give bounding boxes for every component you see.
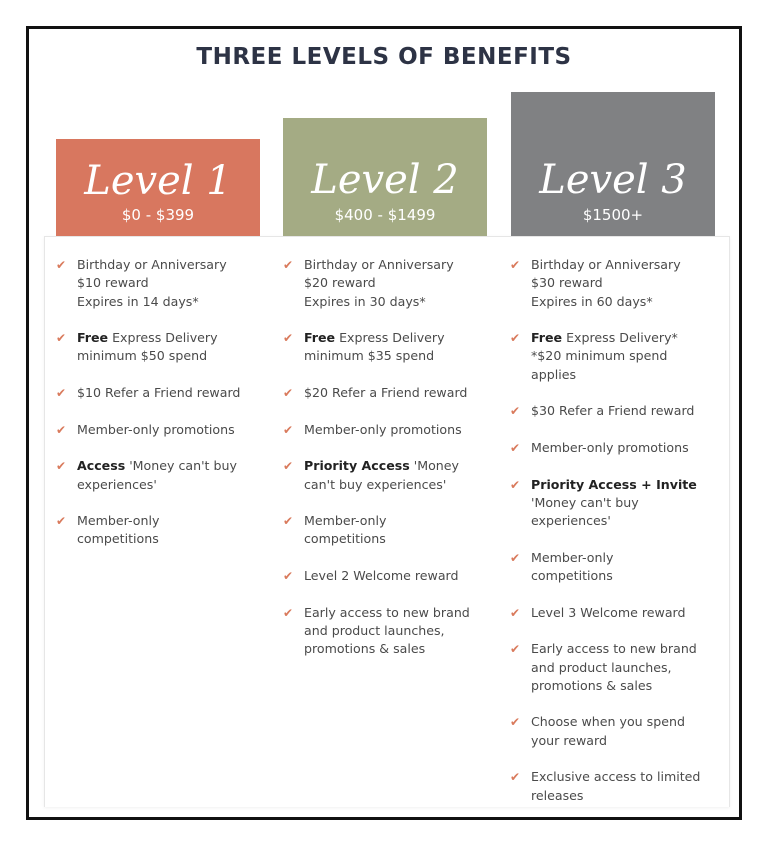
benefit-item <box>283 421 483 439</box>
checkmark-icon: ✔ <box>510 550 521 565</box>
benefit-item <box>510 329 710 384</box>
benefit-line: competitions <box>531 568 613 584</box>
benefit-item <box>283 512 483 549</box>
benefit-line <box>304 457 483 475</box>
level-3-range: $1500+ <box>582 206 644 224</box>
checkmark-icon: ✔ <box>283 331 294 346</box>
benefit-line <box>77 457 256 475</box>
benefit-line: promotions & sales <box>531 677 653 693</box>
level-1-benefits <box>56 256 256 549</box>
benefit-line: Level 2 Welcome reward <box>304 568 459 584</box>
checkmark-icon: ✔ <box>510 642 521 657</box>
benefit-item <box>510 549 710 586</box>
benefit-item <box>56 256 256 311</box>
checkmark-icon: ✔ <box>56 258 67 272</box>
checkmark-icon: ✔ <box>510 770 521 785</box>
benefit-item <box>283 457 483 494</box>
benefit-line: Exclusive access to limited <box>531 769 701 785</box>
benefit-item <box>283 329 483 366</box>
benefit-line: Expires in 14 days* <box>77 293 199 309</box>
benefit-item <box>510 476 710 531</box>
benefit-bold: Priority Access + Invite <box>531 476 697 492</box>
benefit-item <box>510 604 710 622</box>
benefit-line: experiences' <box>531 513 611 529</box>
benefit-item <box>56 384 256 402</box>
benefit-line: Expires in 30 days* <box>304 293 426 309</box>
checkmark-icon: ✔ <box>283 605 294 620</box>
benefit-line: and product launches, <box>304 622 445 638</box>
checkmark-icon: ✔ <box>510 331 521 346</box>
benefit-bold: Free <box>77 330 109 346</box>
benefit-item <box>283 256 483 311</box>
benefit-line: $30 reward <box>531 275 603 291</box>
benefit-item <box>56 329 256 366</box>
checkmark-icon: ✔ <box>56 331 67 346</box>
benefit-line: Member-only promotions <box>304 421 462 437</box>
benefit-line: can't buy experiences' <box>304 476 447 492</box>
benefit-item <box>510 439 710 457</box>
checkmark-icon: ✔ <box>56 422 67 437</box>
page-title: THREE LEVELS OF BENEFITS <box>196 44 572 70</box>
benefit-line: minimum $35 spend <box>304 348 435 364</box>
benefit-line <box>531 329 710 347</box>
benefit-rest: Express Delivery <box>335 330 445 346</box>
benefit-line <box>531 476 710 494</box>
benefit-line: Member-only <box>531 549 614 565</box>
benefit-line: *$20 minimum spend <box>531 348 668 364</box>
benefit-item <box>510 713 710 750</box>
benefit-line: Member-only <box>304 513 387 529</box>
benefit-line: Member-only promotions <box>531 439 689 455</box>
benefit-bold: Access <box>77 458 126 474</box>
benefit-line: $10 reward <box>77 275 149 291</box>
checkmark-icon: ✔ <box>510 440 521 455</box>
benefit-item <box>56 421 256 439</box>
level-3-name: Level 3 <box>539 157 687 203</box>
benefit-line: 'Money can't buy <box>531 494 639 510</box>
benefit-item <box>510 768 710 805</box>
checkmark-icon: ✔ <box>283 459 294 474</box>
checkmark-icon: ✔ <box>283 386 294 401</box>
checkmark-icon: ✔ <box>510 477 521 492</box>
level-1-range: $0 - $399 <box>121 206 195 224</box>
benefit-line: Expires in 60 days* <box>531 293 653 309</box>
benefit-line: minimum $50 spend <box>77 348 208 364</box>
benefit-item <box>283 604 483 659</box>
checkmark-icon: ✔ <box>283 514 294 529</box>
benefit-line: competitions <box>304 531 386 547</box>
benefit-item <box>56 512 256 549</box>
benefit-line: competitions <box>77 531 159 547</box>
benefit-line <box>304 329 483 347</box>
benefit-line: $20 reward <box>304 275 376 291</box>
benefit-rest: 'Money can't buy <box>125 458 237 474</box>
level-2-name: Level 2 <box>311 157 459 203</box>
level-3-header <box>511 92 715 236</box>
level-2-benefits <box>283 256 483 659</box>
checkmark-icon: ✔ <box>510 715 521 730</box>
benefit-rest: Express Delivery <box>108 330 218 346</box>
benefit-line: Birthday or Anniversary <box>77 257 227 272</box>
checkmark-icon: ✔ <box>56 386 67 401</box>
benefit-line: experiences' <box>77 476 157 492</box>
checkmark-icon: ✔ <box>283 422 294 437</box>
benefit-line: Birthday or Anniversary <box>304 257 454 272</box>
benefit-line: your reward <box>531 732 607 748</box>
benefit-line: Choose when you spend <box>531 714 685 730</box>
benefit-line: applies <box>531 366 577 382</box>
checkmark-icon: ✔ <box>510 605 521 620</box>
benefit-line: Birthday or Anniversary <box>531 257 681 272</box>
checkmark-icon: ✔ <box>56 514 67 529</box>
benefit-bold: Free <box>531 330 563 346</box>
benefit-bold: Free <box>304 330 336 346</box>
benefit-item <box>510 256 710 311</box>
benefit-rest: Express Delivery* <box>562 330 678 346</box>
checkmark-icon: ✔ <box>56 459 67 474</box>
benefit-line: Level 3 Welcome reward <box>531 604 686 620</box>
checkmark-icon: ✔ <box>283 258 294 272</box>
checkmark-icon: ✔ <box>510 258 521 272</box>
benefit-line: promotions & sales <box>304 641 426 657</box>
benefit-line: Early access to new brand <box>304 604 470 620</box>
benefit-line: Member-only promotions <box>77 421 235 437</box>
benefit-item <box>56 457 256 494</box>
benefit-bold: Priority Access <box>304 458 410 474</box>
checkmark-icon: ✔ <box>510 404 521 419</box>
level-2-header <box>283 118 487 236</box>
benefit-line: Early access to new brand <box>531 641 697 657</box>
level-1-name: Level 1 <box>84 158 232 204</box>
level-3-benefits <box>510 256 710 805</box>
benefit-rest: 'Money <box>409 458 459 474</box>
level-2-range: $400 - $1499 <box>334 206 436 224</box>
benefit-line: $10 Refer a Friend reward <box>77 385 241 401</box>
benefit-line: Member-only <box>77 513 160 529</box>
benefit-item <box>510 640 710 695</box>
benefit-line <box>77 329 256 347</box>
benefit-line: releases <box>531 787 584 803</box>
benefit-line: $20 Refer a Friend reward <box>304 385 468 401</box>
benefit-line: $30 Refer a Friend reward <box>531 403 695 419</box>
checkmark-icon: ✔ <box>283 569 294 584</box>
level-1-header <box>56 139 260 236</box>
benefit-line: and product launches, <box>531 659 672 675</box>
benefit-item <box>283 384 483 402</box>
benefit-item <box>510 402 710 420</box>
benefit-item <box>283 567 483 585</box>
